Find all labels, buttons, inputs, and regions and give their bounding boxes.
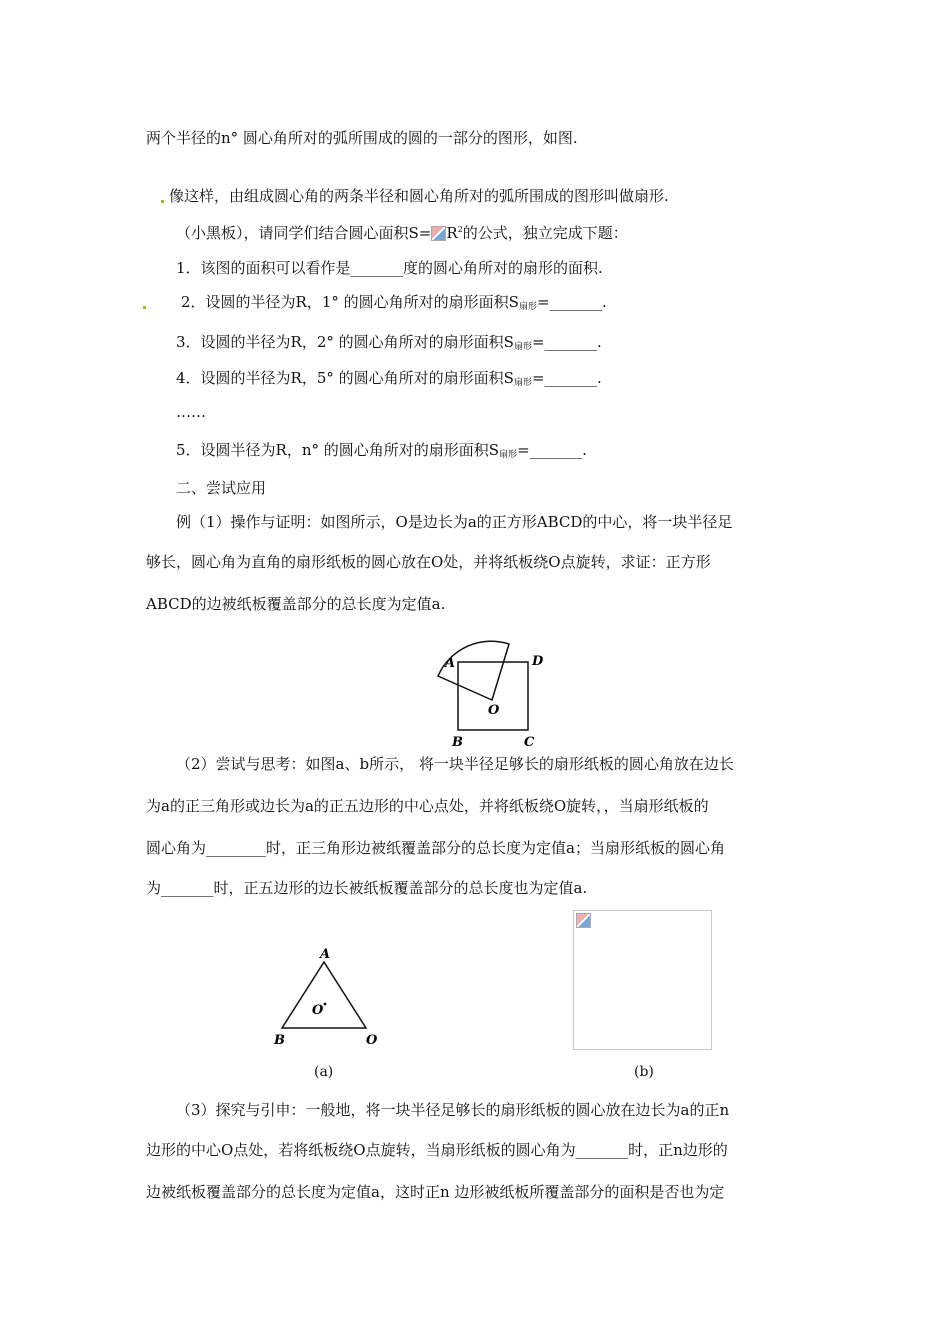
question-2: 2．设圆的半径为R，1° 的圆心角所对的扇形面积$S_{扇形}=\_\_\_\_\_\_\_$. xyxy=(142,292,607,317)
marker-dot xyxy=(161,200,164,203)
text-line-3: （小黑板），请同学们结合圆心面积$S= R^2$的公式，独立完成下题： xyxy=(176,224,628,242)
label-d: D xyxy=(532,654,544,669)
triangle-figure xyxy=(268,944,388,1048)
label-o: O xyxy=(488,703,500,718)
label-o: O xyxy=(366,1033,378,1048)
label-o-center: O xyxy=(312,1003,324,1018)
triangle-shape xyxy=(282,962,366,1028)
broken-image-icon xyxy=(576,913,591,928)
label-b: B xyxy=(452,735,463,750)
example-1-line-3: ABCD的边被纸板覆盖部分的总长度为定值a. xyxy=(146,595,446,613)
section-heading: 二、尝试应用 xyxy=(176,479,267,497)
center-point xyxy=(324,1003,327,1006)
question-1: 1．该图的面积可以看作是_______度的圆心角所对的扇形的面积. xyxy=(176,259,603,277)
example-2-line-3: 圆心角为________时，正三角形边被纸覆盖部分的总长度为定值a；当扇形纸板的圆心角 xyxy=(146,839,725,857)
example-2-line-4: 为_______时，正五边形的边长被纸板覆盖部分的总长度也为定值a. xyxy=(146,879,588,897)
label-a: A xyxy=(445,656,456,671)
question-3: 3．设圆的半径为R，2° 的圆心角所对的扇形面积$S_{扇形}=\_\_\_\_\_\_\_$. xyxy=(176,333,602,352)
example-1-line-2: 够长，圆心角为直角的扇形纸板的圆心放在O处，并将纸板绕O点旋转，求证：正方形 xyxy=(146,553,711,571)
image-placeholder xyxy=(573,910,712,1050)
label-a: A xyxy=(320,947,331,962)
example-1-line-1: 例（1）操作与证明：如图所示，O是边长为a的正方形ABCD的中心，将一块半径足 xyxy=(176,513,733,531)
question-5: 5．设圆半径为R，n° 的圆心角所对的扇形面积$S_{扇形}=\_\_\_\_\_\_\_$. xyxy=(176,441,587,460)
broken-image-icon xyxy=(431,226,446,241)
caption-b: (b) xyxy=(634,1064,654,1080)
text-line-1: 两个半径的n° 圆心角所对的弧所围成的圆的一部分的图形，如图. xyxy=(146,129,578,147)
label-b: B xyxy=(274,1033,285,1048)
ellipsis: …… xyxy=(176,403,206,421)
question-4: 4．设圆的半径为R，5° 的圆心角所对的扇形面积$S_{扇形}=\_\_\_\_\_\_\_$. xyxy=(176,369,602,388)
example-2-line-2: 为a的正三角形或边长为a的正五边形的中心点处，并将纸板绕O旋转，，当扇形纸板的 xyxy=(146,797,709,815)
example-3-line-1: （3）探究与引申：一般地，将一块半径足够长的扇形纸板的圆心放在边长为a的正n xyxy=(176,1101,730,1119)
label-c: C xyxy=(524,735,535,750)
example-3-line-2: 边形的中心O点处，若将纸板绕O点旋转，当扇形纸板的圆心角为_______时，正n边形的 xyxy=(146,1141,728,1159)
marker-dot xyxy=(143,306,146,309)
example-3-line-3: 边被纸板覆盖部分的总长度为定值a，这时正n 边形被纸板所覆盖部分的面积是否也为定 xyxy=(146,1183,725,1201)
text-line-2: 像这样，由组成圆心角的两条半径和圆心角所对的弧所围成的图形叫做扇形. xyxy=(160,186,669,206)
square-sector-figure xyxy=(430,632,550,750)
caption-a: (a) xyxy=(314,1064,334,1080)
example-2-line-1: （2）尝试与思考：如图a、b所示， 将一块半径足够长的扇形纸板的圆心角放在边长 xyxy=(176,755,734,773)
